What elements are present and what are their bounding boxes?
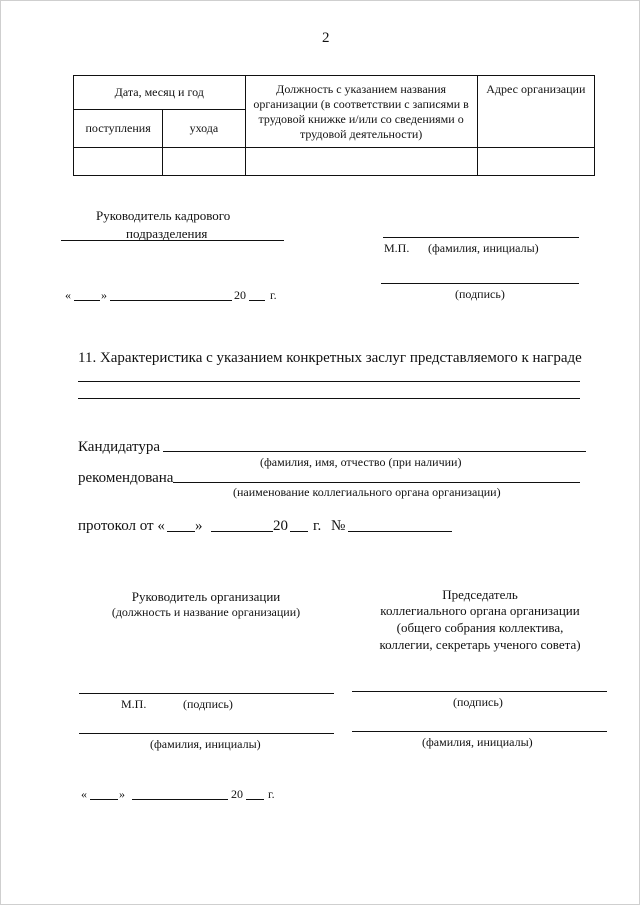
hr-date-open: «: [65, 288, 71, 302]
left-name-line[interactable]: [79, 733, 334, 734]
protocol-year-suffix: г.: [313, 518, 322, 534]
protocol-number-sign: №: [331, 518, 346, 534]
candidacy-label: Кандидатура: [78, 439, 161, 455]
sign-date-month-line[interactable]: [132, 799, 228, 800]
hr-mp: М.П.: [384, 241, 410, 255]
right-signature-line[interactable]: [352, 691, 607, 692]
candidacy-sublabel: (фамилия, имя, отчество (при наличии): [260, 455, 462, 469]
sign-date-year-suffix: г.: [268, 787, 275, 801]
header-dates: Дата, месяц и год: [74, 76, 246, 110]
hr-date-year: 20: [234, 288, 246, 302]
cell-start[interactable]: [74, 148, 163, 176]
protocol-month-line[interactable]: [211, 531, 273, 532]
recommended-sublabel: (наименование коллегиального органа организации): [233, 485, 501, 499]
sign-date-year: 20: [231, 787, 243, 801]
section11-title: 11. Характеристика с указанием конкретных заслуг представляемого к награде: [78, 350, 582, 366]
protocol-day-line[interactable]: [167, 531, 195, 532]
section11-line-1[interactable]: [78, 381, 580, 382]
right-signer-line1: Председатель: [442, 587, 518, 602]
page-number: 2: [322, 30, 330, 46]
employment-table: [73, 75, 595, 176]
header-position: Должность с указанием названия организации (в соответствии с записями в трудовой книжке и/или со сведениями о трудовой деятельности): [245, 76, 477, 148]
header-address: Адрес организации: [477, 76, 594, 148]
right-name-line[interactable]: [352, 731, 607, 732]
candidacy-line[interactable]: [163, 451, 586, 452]
section11-line-2[interactable]: [78, 398, 580, 399]
hr-date-month-line[interactable]: [110, 300, 232, 301]
hr-signature-line[interactable]: [381, 283, 579, 284]
hr-date-year-suffix: г.: [270, 288, 277, 302]
right-signer-line3: (общего собрания коллектива,: [396, 620, 564, 635]
right-name-label: (фамилия, инициалы): [422, 735, 533, 749]
sign-date-close: »: [119, 787, 125, 801]
hr-signature-label: (подпись): [455, 287, 505, 301]
recommended-line[interactable]: [173, 482, 580, 483]
right-signer-line2: коллегиального органа организации: [380, 603, 580, 618]
protocol-year-line[interactable]: [290, 531, 308, 532]
left-signature-line[interactable]: [79, 693, 334, 694]
right-signature-label: (подпись): [453, 695, 503, 709]
protocol-number-line[interactable]: [348, 531, 452, 532]
cell-position[interactable]: [245, 148, 477, 176]
hr-title-line1: Руководитель кадрового: [96, 208, 231, 223]
hr-name-label: (фамилия, инициалы): [428, 241, 539, 255]
sign-date-year-line[interactable]: [246, 799, 264, 800]
right-signer-line4: коллегии, секретарь ученого совета): [379, 637, 581, 652]
left-name-label: (фамилия, инициалы): [150, 737, 261, 751]
hr-date-day-line[interactable]: [74, 300, 100, 301]
hr-date-close: »: [101, 288, 107, 302]
hr-name-line[interactable]: [383, 237, 579, 238]
header-start: поступления: [74, 110, 163, 148]
header-end: ухода: [163, 110, 245, 148]
hr-title-line2: подразделения: [126, 226, 208, 241]
sign-date-day-line[interactable]: [90, 799, 118, 800]
protocol-close: »: [195, 518, 203, 534]
left-signer-subtitle: (должность и название организации): [111, 605, 301, 619]
left-signature-label: (подпись): [183, 697, 233, 711]
protocol-prefix: протокол от «: [78, 518, 165, 534]
hr-date-year-line[interactable]: [249, 300, 265, 301]
left-signer-title: Руководитель организации: [131, 589, 281, 604]
protocol-year: 20: [273, 518, 288, 534]
sign-date-open: «: [81, 787, 87, 801]
recommended-label: рекомендована: [78, 470, 174, 486]
hr-title-underline: [61, 240, 284, 241]
cell-end[interactable]: [163, 148, 245, 176]
left-mp: М.П.: [121, 697, 147, 711]
cell-address[interactable]: [477, 148, 594, 176]
